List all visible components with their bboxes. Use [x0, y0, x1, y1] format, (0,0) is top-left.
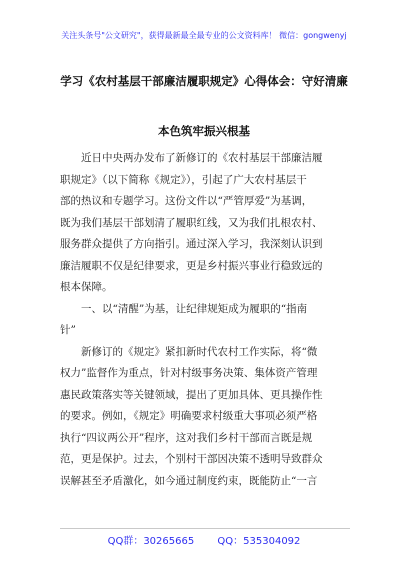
section-heading-cont: 针”: [60, 324, 76, 336]
body-line: 廉洁履职不仅是纪律要求，更是乡村振兴事业行稳致远的: [60, 259, 323, 272]
body-line: 近日中央两办发布了新修订的《农村基层干部廉洁履: [81, 152, 323, 164]
footer-qq-group: QQ群：30265665: [107, 536, 195, 547]
body-line: 权力”监督作为重点，针对村级事务决策、集体资产管理: [60, 367, 318, 379]
body-line: 误解甚至矛盾激化，如今通过制度约束，既能防止“一言: [60, 474, 318, 487]
document-title-line-1: 学习《农村基层干部廉洁履职规定》心得体会：守好清廉: [60, 74, 348, 88]
document-body: [60, 148, 360, 492]
body-line: 部的热议和专题学习。这份文件以“严管厚爱”为基调，: [60, 195, 313, 207]
body-line: 的要求。例如，《规定》明确要求村级重大事项必须严格: [60, 410, 318, 422]
document-title-line-2: 本色筑牢振兴根基: [158, 124, 250, 138]
footer-divider: [60, 528, 350, 529]
body-line: 根本保障。: [60, 281, 113, 293]
body-line: 职规定》（以下简称《规定》），引起了广大农村基层干: [60, 173, 307, 186]
body-line: 范，更是保护。过去，个别村干部因决策不透明导致群众: [60, 453, 323, 465]
section-heading: 一、以“清醒”为基，让纪律规矩成为履职的“指南: [81, 302, 308, 315]
body-line: 惠民政策落实等关键领域，提出了更加具体、更具操作性: [60, 388, 323, 401]
body-line: 新修订的《规定》紧扣新时代农村工作实际，将“微: [81, 345, 318, 358]
footer-contact: [0, 532, 408, 547]
footer-qq: QQ：535304092: [217, 536, 301, 547]
body-line: 服务群众提供了方向指引。通过深入学习，我深刻认识到: [60, 238, 323, 250]
header-banner: 关注头条号"公文研究"，获得最新最全最专业的公文资料库！ 微信：gongwenyj: [61, 31, 347, 40]
body-line: 执行“四议两公开”程序，这对我们乡村干部而言既是规: [60, 431, 313, 444]
body-line: 既为我们基层干部划清了履职红线，又为我们扎根农村、: [60, 216, 323, 229]
